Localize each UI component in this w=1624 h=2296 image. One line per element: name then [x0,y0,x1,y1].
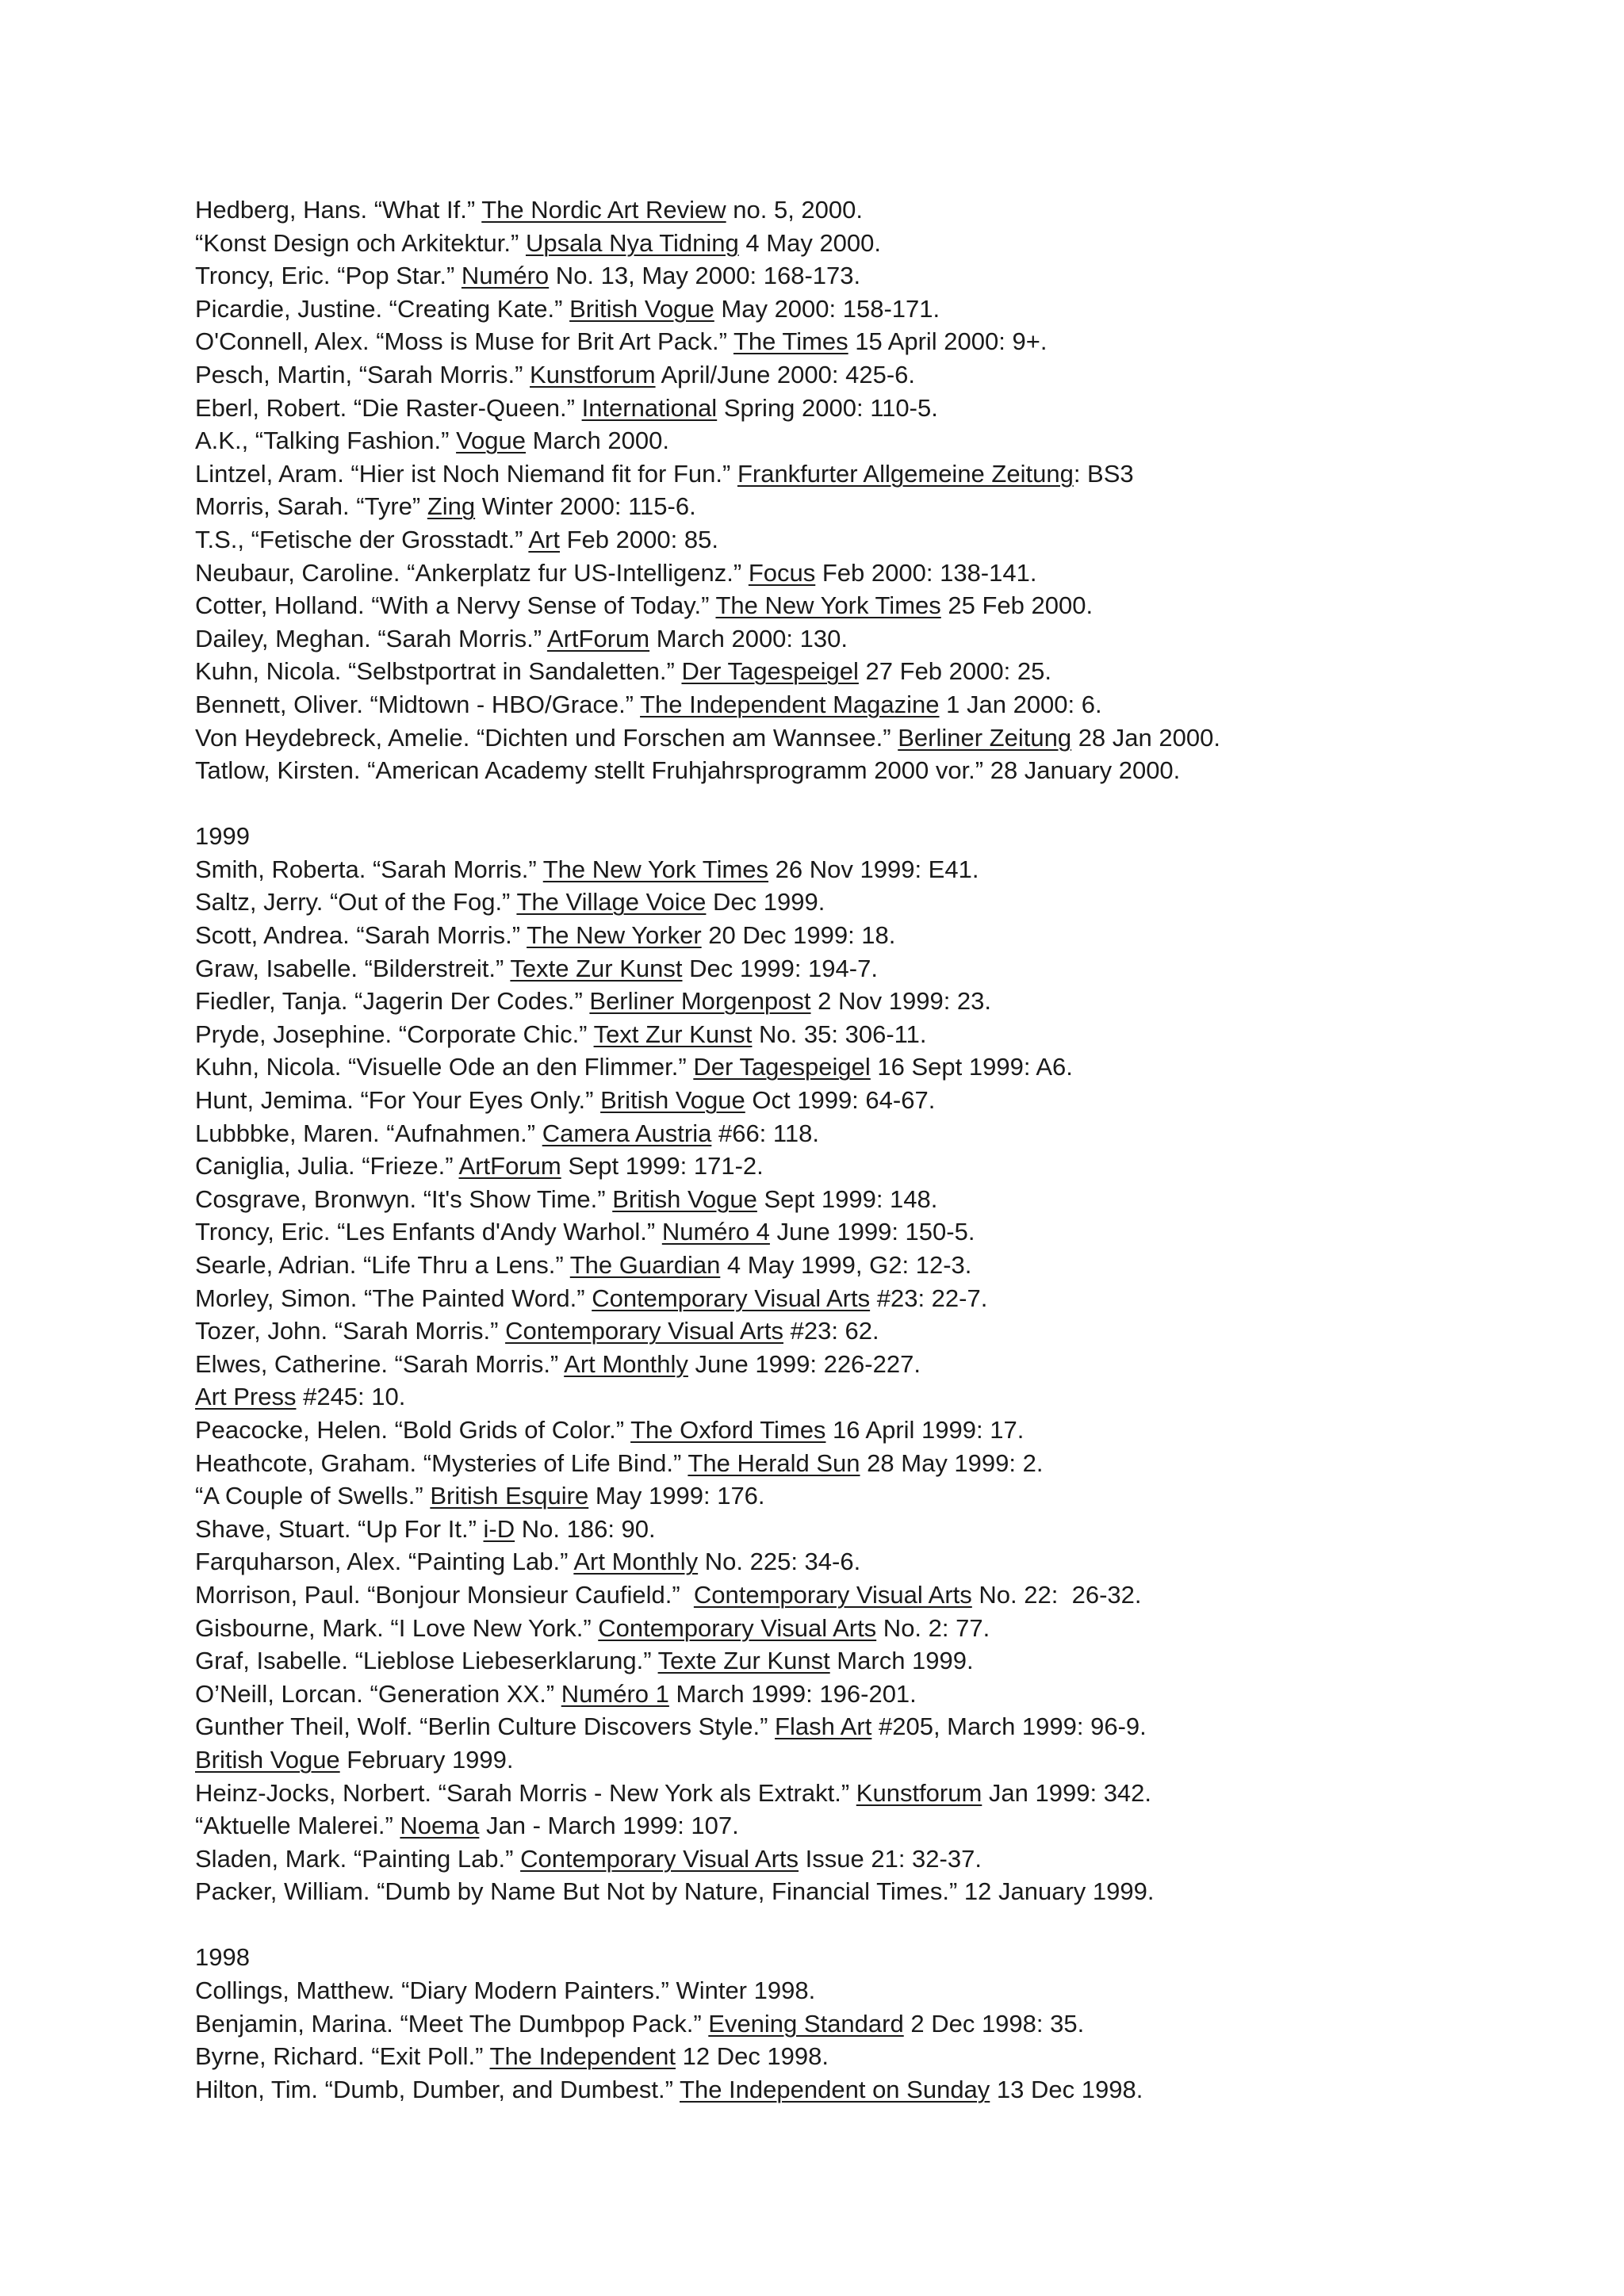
citation-entry [195,1314,1583,1348]
publication-title: Contemporary Visual Arts [505,1317,783,1345]
citation-text: Oct 1999: 64-67. [745,1086,936,1115]
publication-title: British Vogue [612,1184,757,1213]
year-heading: 1998 [195,1943,250,1972]
publication-title: ArtForum [458,1152,561,1181]
citation-text: Lubbbke, Maren. “Aufnahmen.” [195,1119,542,1147]
citation-text: Jan - March 1999: 107. [479,1812,739,1840]
publication-title: The Independent [489,2042,676,2071]
citation-text: No. 186: 90. [515,1514,656,1543]
citation-text: “A Couple of Swells.” [195,1482,431,1510]
citation-entry [195,655,1583,688]
publication-title: Contemporary Visual Arts [592,1284,871,1312]
citation-text: 20 Dec 1999: 18. [701,921,896,950]
citation-text: O’Neill, Lorcan. “Generation XX.” [195,1679,561,1708]
citation-entry [195,424,1583,457]
citation-text: Tozer, John. “Sarah Morris.” [195,1317,506,1345]
publication-title: Kunstforum [530,360,656,388]
citation-text: Morrison, Paul. “Bonjour Monsieur Caufield.” [195,1580,694,1609]
citation-entry [195,392,1583,425]
publication-title: Berliner Zeitung [898,723,1072,752]
citation-text: no. 5, 2000. [726,196,864,224]
citation-text: #66: 118. [711,1119,819,1147]
citation-text: Morley, Simon. “The Painted Word.” [195,1284,592,1312]
citation-text: #245: 10. [296,1383,406,1411]
citation-text: Shave, Stuart. “Up For It.” [195,1514,484,1543]
citation-text: Pryde, Josephine. “Corporate Chic.” [195,1020,594,1048]
publication-title: Flash Art [775,1712,872,1741]
citation-entry [195,1348,1583,1381]
citation-text: Cosgrave, Bronwyn. “It's Show Time.” [195,1184,613,1213]
citation-text: Pesch, Martin, “Sarah Morris.” [195,360,530,388]
publication-title: Art Monthly [564,1349,688,1378]
citation-entry [195,1612,1583,1645]
citation-text: Farquharson, Alex. “Painting Lab.” [195,1548,574,1576]
citation-text: Heinz-Jocks, Norbert. “Sarah Morris - New York als Extrakt.” [195,1778,856,1807]
citation-text: Cotter, Holland. “With a Nervy Sense of Today.” [195,591,716,620]
citation-text: Hilton, Tim. “Dumb, Dumber, and Dumbest.” [195,2075,680,2103]
publication-title: The Independent on Sunday [680,2075,990,2103]
citation-text: #205, March 1999: 96-9. [871,1712,1147,1741]
citation-entry [195,2040,1583,2073]
citation-text: Hedberg, Hans. “What If.” [195,196,482,224]
citation-text: Picardie, Justine. “Creating Kate.” [195,294,570,323]
citation-text: 16 Sept 1999: A6. [870,1053,1073,1081]
citation-text: 15 April 2000: 9+. [848,327,1048,356]
citation-text: Scott, Andrea. “Sarah Morris.” [195,921,527,950]
citation-entry [195,886,1583,919]
citation-text: Smith, Roberta. “Sarah Morris.” [195,855,543,883]
citation-entry [195,1380,1583,1414]
citation-text: 12 Dec 1998. [675,2042,829,2071]
publication-title: The Independent Magazine [640,690,940,718]
citation-text: 27 Feb 2000: 25. [858,657,1051,686]
citation-text: Eberl, Robert. “Die Raster-Queen.” [195,393,582,422]
citation-entry [195,1777,1583,1810]
citation-text: Hunt, Jemima. “For Your Eyes Only.” [195,1086,601,1115]
publication-title: Noema [400,1812,480,1840]
citation-entry [195,919,1583,952]
citation-text: Von Heydebreck, Amelie. “Dichten und Forschen am Wannsee.” [195,723,898,752]
publication-title: The Guardian [569,1251,721,1279]
citation-entry [195,853,1583,886]
bibliography-page [195,193,1583,2106]
citation-entry [195,1644,1583,1678]
publication-title: Zing [427,492,476,521]
publication-title: The Village Voice [516,888,707,916]
citation-text: No. 35: 306-11. [752,1020,927,1048]
citation-entry [195,688,1583,721]
citation-text: No. 13, May 2000: 168-173. [549,262,861,290]
citation-text: Dailey, Meghan. “Sarah Morris.” [195,624,547,652]
citation-entry [195,1282,1583,1315]
citation-text: Collings, Matthew. “Diary Modern Painters.” Winter 1998. [195,1976,816,2005]
citation-text: 28 Jan 2000. [1071,723,1220,752]
publication-title: The Oxford Times [630,1415,826,1444]
citation-text: No. 22: 26-32. [971,1580,1142,1609]
section-spacer [195,1908,1583,1942]
publication-title: British Vogue [600,1086,745,1115]
publication-title: Text Zur Kunst [593,1020,753,1048]
citation-text: March 1999. [829,1647,974,1675]
citation-text: Benjamin, Marina. “Meet The Dumbpop Pack.” [195,2009,709,2038]
publication-title: Contemporary Visual Arts [598,1613,877,1642]
citation-entry [195,721,1583,755]
citation-entry [195,1447,1583,1480]
publication-title: Berliner Morgenpost [589,987,811,1016]
citation-text: No. 225: 34-6. [698,1548,861,1576]
citation-entry [195,358,1583,392]
citation-text: June 1999: 226-227. [688,1349,921,1378]
citation-entry [195,1150,1583,1183]
citation-text: 2 Nov 1999: 23. [810,987,992,1016]
citation-text: Gisbourne, Mark. “I Love New York.” [195,1613,599,1642]
citation-entry [195,1545,1583,1578]
citation-text: Winter 2000: 115-6. [475,492,696,521]
publication-title: Der Tagespeigel [693,1053,871,1081]
citation-text: 25 Feb 2000. [940,591,1094,620]
citation-text: 13 Dec 1998. [990,2075,1143,2103]
publication-title: The Nordic Art Review [481,196,726,224]
citation-entry [195,1018,1583,1051]
citation-text: T.S., “Fetische der Grosstadt.” [195,525,529,553]
citation-text: “Konst Design och Arkitektur.” [195,228,526,257]
citation-text: March 2000. [526,427,669,455]
publication-title: Contemporary Visual Arts [693,1580,972,1609]
citation-entry [195,490,1583,523]
citation-text: Caniglia, Julia. “Frieze.” [195,1152,459,1181]
publication-title: Numéro 1 [561,1679,669,1708]
citation-entry [195,1578,1583,1612]
citation-entry [195,2007,1583,2041]
citation-entry [195,1215,1583,1249]
citation-text: Issue 21: 32-37. [799,1844,982,1873]
citation-entry [195,952,1583,985]
citation-entry [195,293,1583,326]
citation-text: Peacocke, Helen. “Bold Grids of Color.” [195,1415,631,1444]
citation-text: No. 2: 77. [876,1613,990,1642]
citation-text: Gunther Theil, Wolf. “Berlin Culture Discovers Style.” [195,1712,776,1741]
citation-text: April/June 2000: 425-6. [655,360,916,388]
citation-text: Feb 2000: 138-141. [815,558,1037,587]
citation-entry [195,622,1583,656]
citation-text: Dec 1999. [706,888,825,916]
publication-title: Kunstforum [856,1778,982,1807]
citation-text: Kuhn, Nicola. “Selbstportrat in Sandaletten.” [195,657,682,686]
citation-entry [195,1249,1583,1282]
citation-text: Jan 1999: 342. [982,1778,1152,1807]
citation-text: Sept 1999: 148. [756,1184,938,1213]
citation-text: Troncy, Eric. “Pop Star.” [195,262,462,290]
citation-text: A.K., “Talking Fashion.” [195,427,457,455]
citation-text: June 1999: 150-5. [769,1218,975,1246]
publication-title: Vogue [456,427,527,455]
citation-entry [195,1117,1583,1150]
citation-text: Packer, William. “Dumb by Name But Not by Nature, Financial Times.” 12 January 1999. [195,1877,1155,1906]
citation-entry [195,227,1583,260]
citation-text: March 1999: 196-201. [668,1679,917,1708]
citation-entry [195,1479,1583,1513]
citation-entry [195,1743,1583,1777]
citation-entry [195,523,1583,557]
citation-text: Neubaur, Caroline. “Ankerplatz fur US-Intelligenz.” [195,558,749,587]
citation-text: Fiedler, Tanja. “Jagerin Der Codes.” [195,987,590,1016]
citation-entry [195,325,1583,358]
citation-entry [195,457,1583,491]
section-spacer [195,787,1583,821]
publication-title: i-D [483,1514,515,1543]
publication-title: Numéro [461,262,550,290]
citation-text: Spring 2000: 110-5. [717,393,938,422]
citation-text: Graw, Isabelle. “Bilderstreit.” [195,954,511,982]
citation-text: Lintzel, Aram. “Hier ist Noch Niemand fit for Fun.” [195,459,737,488]
citation-entry [195,259,1583,293]
publication-title: Der Tagespeigel [681,657,859,686]
citation-text: 26 Nov 1999: E41. [768,855,979,883]
publication-title: Contemporary Visual Arts [520,1844,799,1873]
citation-text: Troncy, Eric. “Les Enfants d'Andy Warhol.” [195,1218,662,1246]
publication-title: Numéro 4 [661,1218,770,1246]
citation-text: Feb 2000: 85. [560,525,718,553]
publication-title: Camera Austria [542,1119,712,1147]
publication-title: The New York Times [715,591,941,620]
citation-text: O'Connell, Alex. “Moss is Muse for Brit Art Pack.” [195,327,733,356]
citation-text: Tatlow, Kirsten. “American Academy stellt Fruhjahrsprogramm 2000 vor.” 28 January 2000. [195,756,1181,785]
publication-title: The Herald Sun [688,1448,860,1477]
citation-text: Kuhn, Nicola. “Visuelle Ode an den Flimmer.” [195,1053,694,1081]
publication-title: Evening Standard [708,2009,904,2038]
citation-text: “Aktuelle Malerei.” [195,1812,400,1840]
citation-text: Elwes, Catherine. “Sarah Morris.” [195,1349,565,1378]
publication-title: Art Press [195,1383,297,1411]
citation-text: Morris, Sarah. “Tyre” [195,492,427,521]
publication-title: Upsala Nya Tidning [525,228,739,257]
publication-title: International [581,393,718,422]
citation-text: Heathcote, Graham. “Mysteries of Life Bind.” [195,1448,688,1477]
citation-text: May 2000: 158-171. [714,294,940,323]
citation-entry [195,1875,1583,1908]
citation-entry [195,1974,1583,2007]
publication-title: Art Monthly [573,1548,699,1576]
publication-title: British Esquire [430,1482,589,1510]
citation-entry [195,1183,1583,1216]
publication-title: The Times [733,327,848,356]
citation-text: #23: 22-7. [870,1284,988,1312]
citation-text: 16 April 1999: 17. [825,1415,1025,1444]
citation-text: : BS3 [1073,459,1134,488]
citation-entry [195,589,1583,622]
citation-entry [195,1513,1583,1546]
citation-entry [195,1843,1583,1876]
citation-text: 4 May 2000. [738,228,882,257]
publication-title: The New York Times [542,855,769,883]
publication-title: Frankfurter Allgemeine Zeitung [737,459,1074,488]
citation-entry [195,2073,1583,2107]
citation-text: Bennett, Oliver. “Midtown - HBO/Grace.” [195,690,641,718]
citation-entry [195,1084,1583,1117]
citation-text: 1 Jan 2000: 6. [939,690,1102,718]
citation-entry [195,1809,1583,1843]
publication-title: British Vogue [569,294,714,323]
citation-entry [195,1710,1583,1743]
citation-text: Sept 1999: 171-2. [561,1152,764,1181]
citation-entry [195,557,1583,590]
year-heading: 1999 [195,822,250,851]
citation-text: Saltz, Jerry. “Out of the Fog.” [195,888,517,916]
citation-entry [195,754,1583,787]
publication-title: ArtForum [546,624,650,652]
citation-text: 2 Dec 1998: 35. [903,2009,1085,2038]
publication-title: The New Yorker [527,921,702,950]
citation-entry [195,1050,1583,1084]
citation-text: May 1999: 176. [588,1482,765,1510]
publication-title: Texte Zur Kunst [657,1647,830,1675]
citation-text: Sladen, Mark. “Painting Lab.” [195,1844,521,1873]
citation-text: #23: 62. [783,1317,879,1345]
citation-text: Dec 1999: 194-7. [682,954,878,982]
citation-entry [195,1414,1583,1447]
publication-title: Texte Zur Kunst [510,954,683,982]
citation-text: Graf, Isabelle. “Lieblose Liebeserklarung.” [195,1647,658,1675]
publication-title: Focus [748,558,816,587]
citation-text: March 2000: 130. [649,624,848,652]
citation-entry [195,985,1583,1018]
citation-text: 4 May 1999, G2: 12-3. [720,1251,972,1279]
publication-title: Art [528,525,560,553]
publication-title: British Vogue [195,1745,340,1774]
citation-text: Byrne, Richard. “Exit Poll.” [195,2042,490,2071]
citation-text: 28 May 1999: 2. [860,1448,1044,1477]
citation-text: Searle, Adrian. “Life Thru a Lens.” [195,1251,570,1279]
citation-entry [195,193,1583,227]
citation-entry [195,1678,1583,1711]
citation-text: February 1999. [339,1745,514,1774]
